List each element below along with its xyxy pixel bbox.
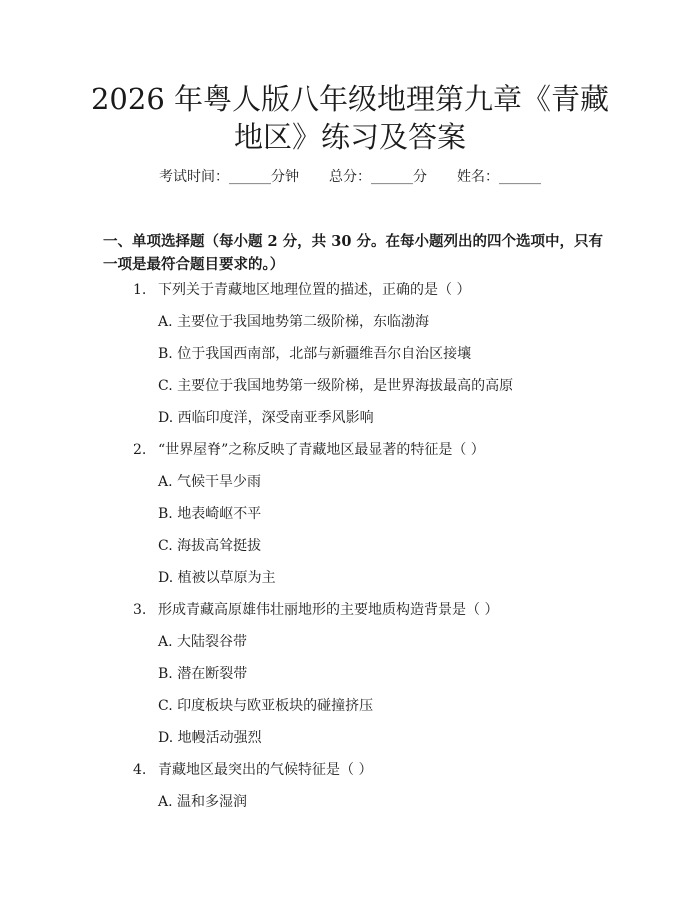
question-text: “世界屋脊”之称反映了青藏地区最显著的特征是（ ）: [158, 442, 485, 458]
question-2-option-d: D. 植被以草原为主: [158, 570, 276, 586]
exam-meta: [0, 167, 700, 187]
question-3-option-c: C. 印度板块与欧亚板块的碰撞挤压: [158, 698, 374, 714]
question-3-option-d: D. 地幔活动强烈: [158, 730, 262, 746]
question-number: 2.: [133, 442, 147, 458]
question-1-option-a: A. 主要位于我国地势第二级阶梯，东临渤海: [158, 314, 430, 330]
question-1-option-b: B. 位于我国西南部，北部与新疆维吾尔自治区接壤: [158, 346, 472, 362]
question-1-option-d: D. 西临印度洋，深受南亚季风影响: [158, 410, 374, 426]
question-number: 4.: [133, 762, 147, 778]
exam-time-label: 考试时间：______分钟: [159, 169, 299, 185]
question-4-option-a: A. 温和多湿润: [158, 794, 248, 810]
question-text: 下列关于青藏地区地理位置的描述，正确的是（ ）: [158, 282, 471, 298]
question-text: 青藏地区最突出的气候特征是（ ）: [158, 762, 373, 778]
section-heading: 一、单项选择题（每小题 2 分，共 30 分。在每小题列出的四个选项中，只有一项是最符合题目要求的。）: [103, 233, 603, 273]
question-2-option-c: C. 海拔高耸挺拔: [158, 538, 262, 554]
total-score-label: 总分：______分: [329, 169, 427, 185]
question-number: 3.: [133, 602, 147, 618]
question-2-option-b: B. 地表崎岖不平: [158, 506, 262, 522]
question-number: 1.: [133, 282, 147, 298]
question-text: 形成青藏高原雄伟壮丽地形的主要地质构造背景是（ ）: [158, 602, 499, 618]
question-1-option-c: C. 主要位于我国地势第一级阶梯，是世界海拔最高的高原: [158, 378, 514, 394]
student-name-label: 姓名：______: [457, 169, 541, 185]
document-title: 2026 年粤人版八年级地理第九章《青藏地区》练习及答案: [90, 82, 610, 154]
question-2-option-a: A. 气候干旱少雨: [158, 474, 262, 490]
question-3-option-a: A. 大陆裂谷带: [158, 634, 248, 650]
question-3-option-b: B. 潜在断裂带: [158, 666, 248, 682]
